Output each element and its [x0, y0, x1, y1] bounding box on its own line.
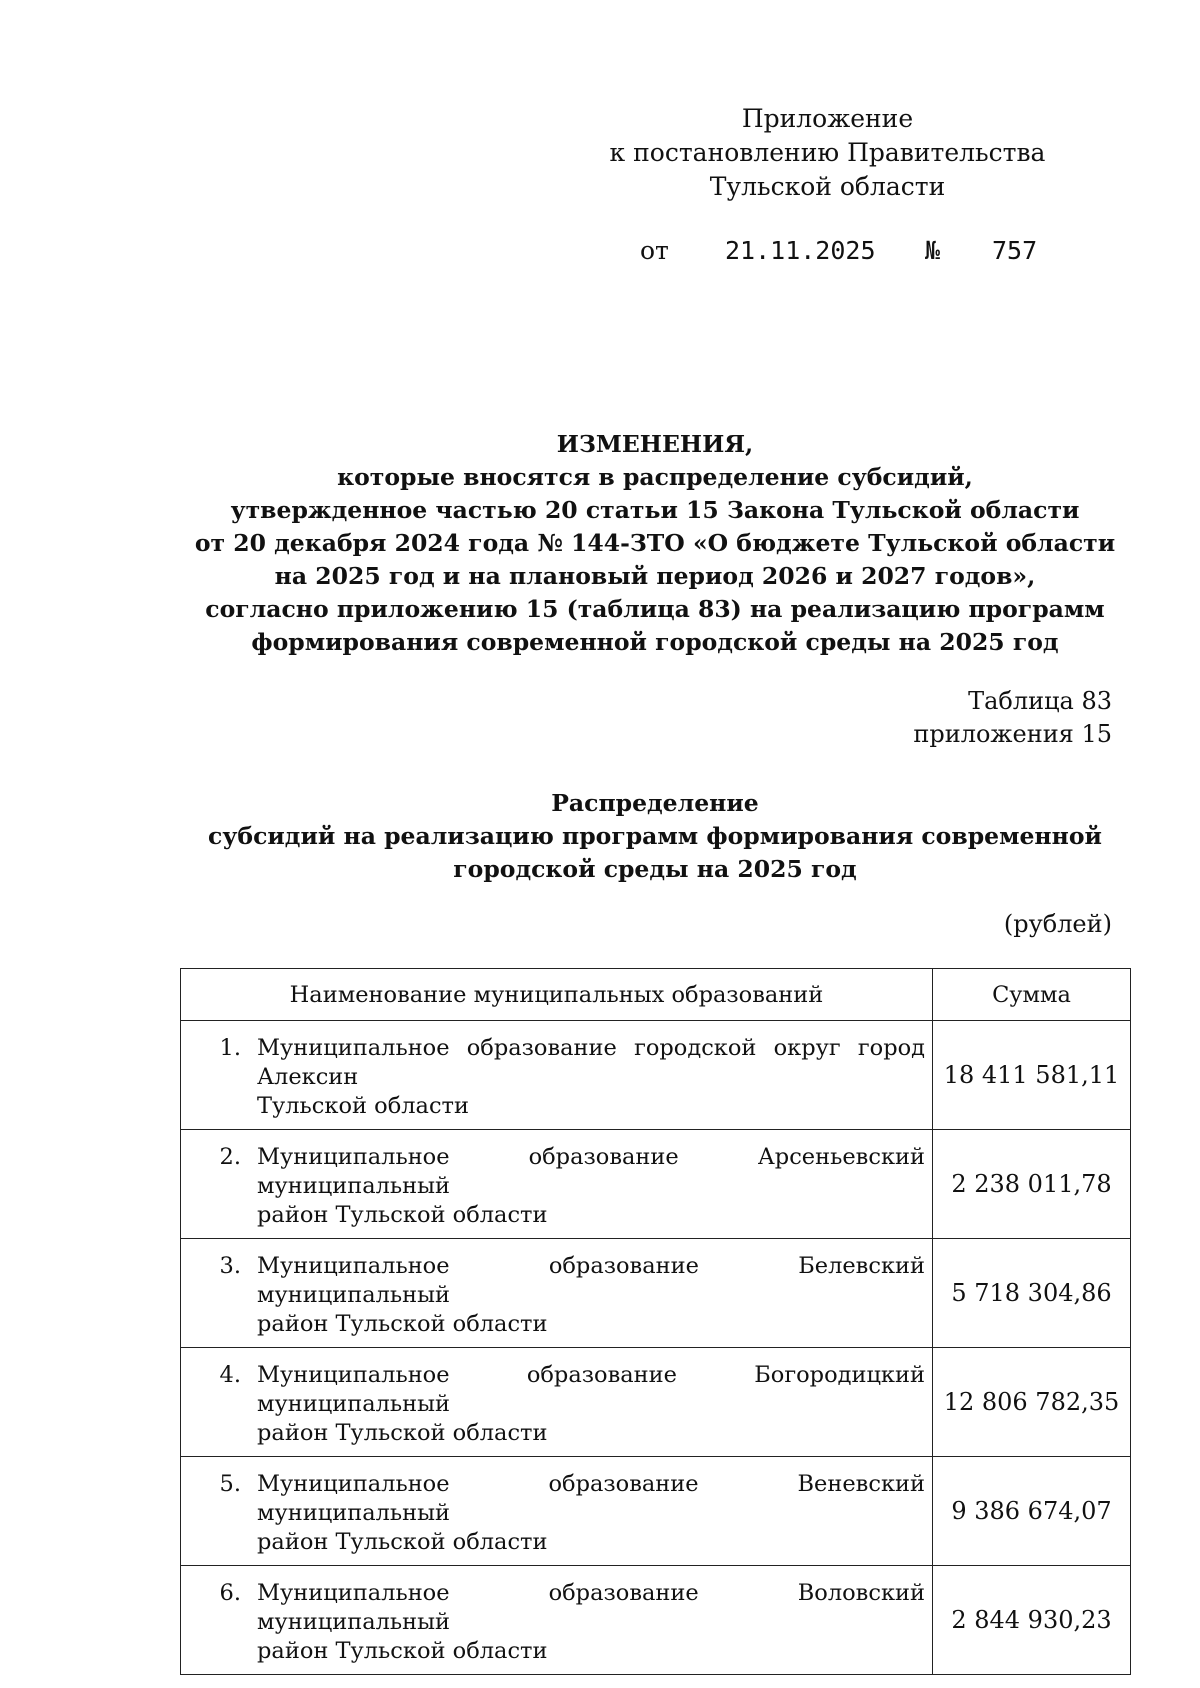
row-name-line-2: район Тульской области	[257, 1202, 548, 1228]
row-name-line-1: Муниципальное образование Воловский муниципальный	[257, 1580, 925, 1635]
row-sum: 18 411 581,11	[933, 1021, 1131, 1130]
appendix-block	[560, 102, 1095, 204]
row-name-cell	[181, 1348, 933, 1457]
table-caption	[800, 685, 1112, 751]
row-name-cell	[181, 1130, 933, 1239]
row-name-cell	[181, 1239, 933, 1348]
row-name-line-1: Муниципальное образование городской округ город Алексин	[257, 1035, 925, 1090]
row-number: 2.	[219, 1144, 241, 1170]
row-sum: 2 844 930,23	[933, 1566, 1131, 1675]
heading-line-7: формирования современной городской среды на 2025 год	[251, 628, 1059, 656]
table-row	[181, 1566, 1131, 1675]
row-name-line-1: Муниципальное образование Богородицкий муниципальный	[257, 1362, 925, 1417]
row-sum: 9 386 674,07	[933, 1457, 1131, 1566]
table-caption-line-1: Таблица 83	[968, 687, 1112, 715]
registration-from-label: от	[640, 236, 669, 265]
registration-date: 21.11.2025	[725, 236, 876, 265]
heading-line-5: на 2025 год и на плановый период 2026 и 2027 годов»,	[274, 562, 1036, 590]
appendix-line-2: к постановлению Правительства	[609, 138, 1046, 167]
row-name-line-1: Муниципальное образование Белевский муниципальный	[257, 1253, 925, 1308]
header-name: Наименование муниципальных образований	[181, 969, 933, 1021]
table-row	[181, 1021, 1131, 1130]
table-row	[181, 1457, 1131, 1566]
table-row	[181, 1130, 1131, 1239]
table-row	[181, 1348, 1131, 1457]
row-number: 6.	[219, 1580, 241, 1606]
registration-number-label: №	[925, 236, 941, 265]
distribution-title	[180, 787, 1130, 886]
row-name-line-1: Муниципальное образование Арсеньевский муниципальный	[257, 1144, 925, 1199]
row-number: 3.	[219, 1253, 241, 1279]
heading-line-6: согласно приложению 15 (таблица 83) на реализацию программ	[205, 595, 1105, 623]
distribution-line-2: субсидий на реализацию программ формирования современной	[208, 822, 1102, 850]
heading-line-2: которые вносятся в распределение субсидий,	[337, 463, 973, 491]
heading-line-4: от 20 декабря 2024 года № 144-ЗТО «О бюджете Тульской области	[194, 529, 1116, 557]
row-sum: 5 718 304,86	[933, 1239, 1131, 1348]
table-row	[181, 1239, 1131, 1348]
row-sum: 2 238 011,78	[933, 1130, 1131, 1239]
heading-line-3: утвержденное частью 20 статьи 15 Закона Тульской области	[230, 496, 1080, 524]
row-sum: 12 806 782,35	[933, 1348, 1131, 1457]
subsidy-table	[180, 968, 1131, 1675]
header-sum: Сумма	[933, 969, 1131, 1021]
row-name-cell	[181, 1021, 933, 1130]
row-name-cell	[181, 1457, 933, 1566]
row-number: 5.	[219, 1471, 241, 1497]
document-heading	[180, 428, 1130, 659]
row-number: 4.	[219, 1362, 241, 1388]
row-name-line-2: район Тульской области	[257, 1529, 548, 1555]
distribution-line-1: Распределение	[551, 789, 759, 817]
row-name-line-2: район Тульской области	[257, 1420, 548, 1446]
units-label: (рублей)	[1003, 910, 1112, 938]
table-header-row	[181, 969, 1131, 1021]
appendix-line-1: Приложение	[741, 104, 914, 133]
registration-number: 757	[992, 236, 1038, 265]
appendix-line-3: Тульской области	[709, 172, 946, 201]
row-number: 1.	[219, 1035, 241, 1061]
distribution-line-3: городской среды на 2025 год	[453, 855, 857, 883]
row-name-line-2: Тульской области	[257, 1093, 469, 1119]
row-name-cell	[181, 1566, 933, 1675]
heading-line-1: ИЗМЕНЕНИЯ,	[556, 430, 754, 458]
table-caption-line-2: приложения 15	[913, 720, 1112, 748]
row-name-line-2: район Тульской области	[257, 1311, 548, 1337]
row-name-line-1: Муниципальное образование Веневский муниципальный	[257, 1471, 925, 1526]
row-name-line-2: район Тульской области	[257, 1638, 548, 1664]
